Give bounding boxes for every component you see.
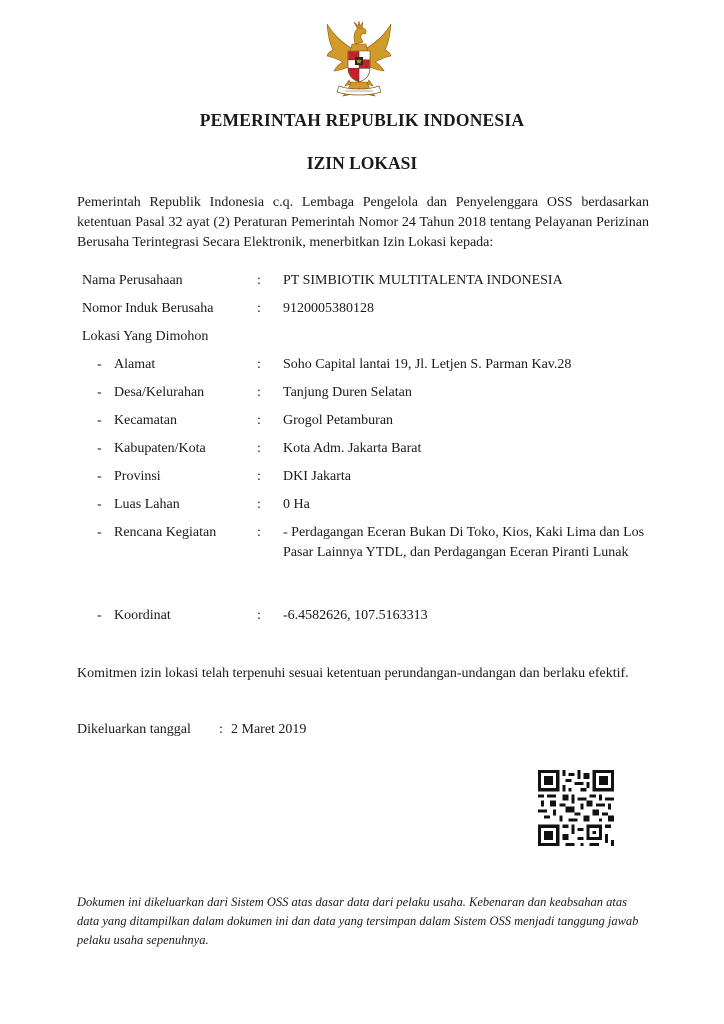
separator: : (257, 357, 261, 372)
document-title: IZIN LOKASI (306, 153, 418, 173)
separator: : (257, 441, 261, 456)
coordinate-value: -6.4582626, 107.5163313 (283, 608, 428, 623)
activity-label: Rencana Kegiatan (114, 525, 217, 540)
coordinate-label: Koordinat (114, 608, 171, 623)
dash: - (97, 525, 102, 540)
issued-label: Dikeluarkan tanggal (77, 722, 191, 737)
company-name-label: Nama Perusahaan (82, 273, 183, 288)
area-label: Luas Lahan (114, 497, 180, 512)
company-name-value: PT SIMBIOTIK MULTITALENTA INDONESIA (283, 273, 563, 288)
separator: : (257, 497, 261, 512)
separator: : (257, 413, 261, 428)
nib-value: 9120005380128 (283, 301, 374, 316)
village-label: Desa/Kelurahan (114, 385, 205, 400)
separator: : (257, 301, 261, 316)
dash: - (97, 385, 102, 400)
location-heading: Lokasi Yang Dimohon (82, 329, 209, 344)
dash: - (97, 608, 102, 623)
separator: : (257, 469, 261, 484)
separator: : (257, 525, 261, 540)
footer-disclaimer: Dokumen ini dikeluarkan dari Sistem OSS atas dasar data dari pelaku usaha. Kebenaran dan keabsahan atas data yang ditampilkan dalam dokumen ini dan data yang tersimpan dalam Sistem OSS menjadi tanggung jawab pelaku usaha sepenuhnya. (77, 895, 639, 947)
separator: : (257, 273, 261, 288)
dash: - (97, 441, 102, 456)
area-value: 0 Ha (283, 497, 310, 512)
dash: - (97, 357, 102, 372)
dash: - (97, 469, 102, 484)
city-label: Kabupaten/Kota (114, 441, 206, 456)
address-value: Soho Capital lantai 19, Jl. Letjen S. Parman Kav.28 (283, 357, 572, 372)
nib-label: Nomor Induk Berusaha (82, 301, 214, 316)
separator: : (219, 722, 223, 737)
closing-paragraph: Komitmen izin lokasi telah terpenuhi sesuai ketentuan perundangan-undangan dan berlaku efektif. (77, 666, 629, 681)
garuda-emblem (321, 20, 397, 102)
separator: : (257, 608, 261, 623)
city-value: Kota Adm. Jakarta Barat (283, 441, 422, 456)
dash: - (97, 497, 102, 512)
district-value: Grogol Petamburan (283, 413, 394, 428)
issued-date: 2 Maret 2019 (231, 722, 307, 737)
government-heading: PEMERINTAH REPUBLIK INDONESIA (199, 110, 525, 130)
district-label: Kecamatan (114, 413, 177, 428)
address-label: Alamat (114, 357, 156, 372)
separator: : (257, 385, 261, 400)
province-label: Provinsi (114, 469, 161, 484)
qr-code[interactable] (538, 770, 614, 846)
activity-value: - Perdagangan Eceran Bukan Di Toko, Kios, Kaki Lima dan Los Pasar Lainnya YTDL, dan Perdagangan Eceran Piranti Lunak (283, 525, 645, 560)
province-value: DKI Jakarta (283, 469, 352, 484)
intro-paragraph: Pemerintah Republik Indonesia c.q. Lembaga Pengelola dan Penyelenggara OSS berdasarkan ketentuan Pasal 32 ayat (2) Peraturan Pemerintah Nomor 24 Tahun 2018 tentang Pelayanan Perizinan Berusaha Terintegrasi Secara Elektronik, menerbitkan Izin Lokasi kepada: (77, 195, 649, 250)
dash: - (97, 413, 102, 428)
village-value: Tanjung Duren Selatan (283, 385, 412, 400)
